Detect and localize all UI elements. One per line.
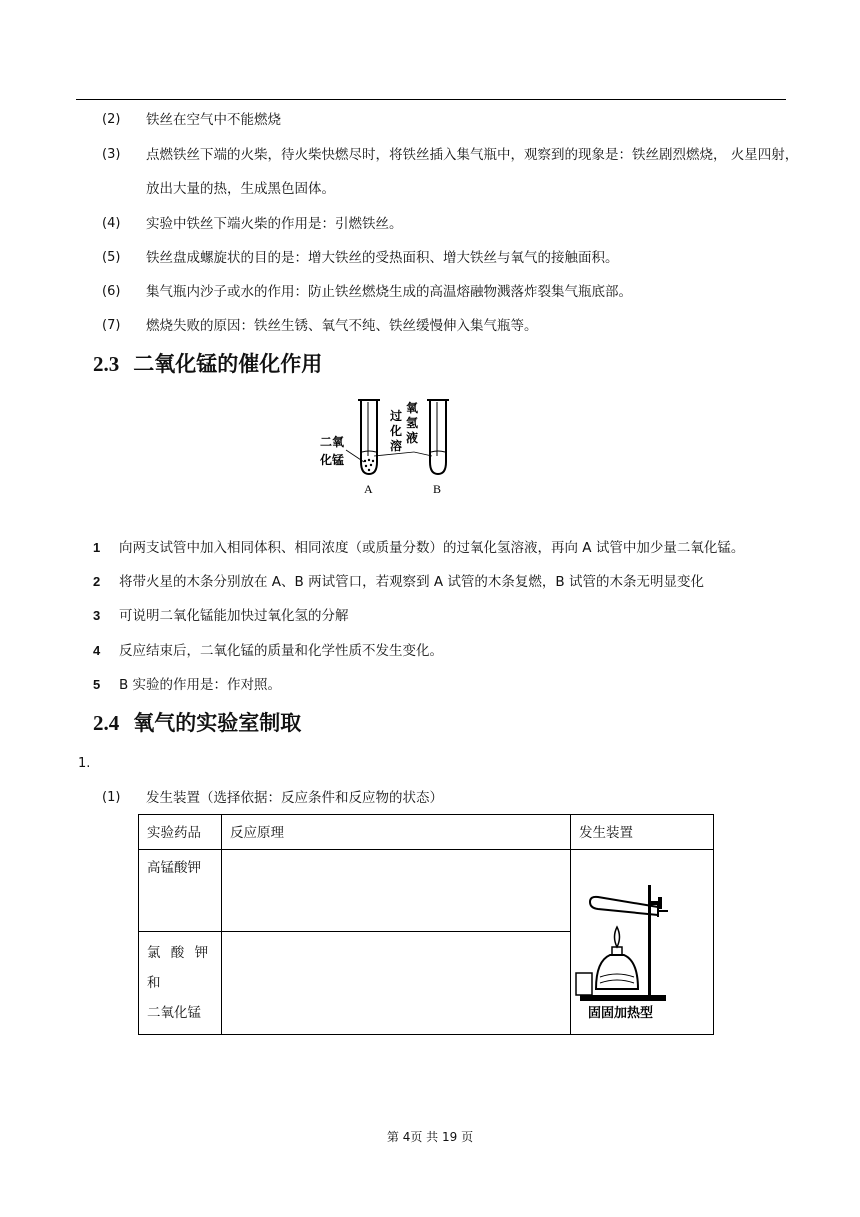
list-item: 铁丝盘成螺旋状的目的是：增大铁丝的受热面积、增大铁丝与氧气的接触面积。	[146, 250, 619, 266]
list-item-continuation: 放出大量的热，生成黑色固体。	[146, 181, 335, 197]
list-item: 反应结束后，二氧化锰的质量和化学性质不发生变化。	[119, 643, 443, 659]
list-item: 实验中铁丝下端火柴的作用是：引燃铁丝。	[146, 216, 403, 232]
label-mno2-2: 化锰	[320, 453, 345, 467]
list-num: (3)	[102, 147, 121, 162]
list-item: 燃烧失败的原因：铁丝生锈、氧气不纯、铁丝缓慢伸入集气瓶等。	[146, 318, 538, 334]
label-h2o2-c2-1: 氧	[406, 401, 419, 415]
alcohol-lamp	[596, 955, 638, 989]
section-title: 氧气的实验室制取	[133, 711, 302, 735]
item-number: 4	[93, 643, 101, 658]
solid-heating-apparatus-icon	[574, 869, 710, 1019]
label-mno2-1: 二氧	[320, 435, 345, 449]
item-number: 5	[93, 677, 101, 692]
list-item: 将带火星的木条分别放在 A、B 两试管口，若观察到 A 试管的木条复燃，B 试管的木条无明显变化	[119, 574, 704, 590]
table-header-cell: 发生装置	[571, 815, 714, 850]
label-h2o2-c2-3: 液	[406, 431, 419, 445]
sub-label: 1.	[78, 756, 91, 771]
table-cell-principle	[222, 850, 571, 932]
test-tube-a	[358, 400, 380, 474]
table-header-cell: 反应原理	[222, 815, 571, 850]
list-item: 集气瓶内沙子或水的作用：防止铁丝燃烧生成的高温熔融物溅落炸裂集气瓶底部。	[146, 284, 632, 300]
item-number: 3	[93, 608, 101, 623]
test-tube	[590, 897, 658, 915]
table-row	[139, 850, 714, 932]
drug-line: 氯 酸 钾 和	[147, 945, 212, 991]
list-item: 发生装置（选择依据：反应条件和反应物的状态）	[146, 790, 443, 806]
list-num: (6)	[102, 284, 121, 299]
list-num: (5)	[102, 250, 121, 265]
list-num: (1)	[102, 790, 121, 805]
list-num: (4)	[102, 216, 121, 231]
list-item: 可说明二氧化锰能加快过氧化氢的分解	[119, 608, 349, 624]
tube-b-label: B	[433, 482, 442, 496]
section-number: 2.4	[93, 711, 120, 735]
page-footer: 第 4页 共 19 页	[386, 1130, 474, 1144]
table-header-row	[139, 815, 714, 850]
label-h2o2-col1	[389, 408, 406, 453]
label-h2o2-col2	[406, 400, 422, 445]
list-item: 铁丝在空气中不能燃烧	[146, 112, 281, 128]
list-item: 向两支试管中加入相同体积、相同浓度（或质量分数）的过氧化氢溶液，再向 A 试管中加少量二氧化锰。	[119, 540, 745, 556]
section-heading	[93, 350, 322, 378]
list-item: B 实验的作用是：作对照。	[119, 677, 282, 693]
table-cell-drug: 高锰酸钾	[139, 850, 222, 932]
tube-a-label: A	[364, 482, 373, 496]
label-h2o2-c1-3: 溶	[390, 439, 403, 453]
header-rule	[76, 99, 786, 100]
item-number: 2	[93, 574, 101, 589]
apparatus-table	[138, 814, 714, 1035]
section-number: 2.3	[93, 352, 120, 376]
table-cell-drug	[139, 932, 222, 1035]
section-heading	[93, 709, 301, 737]
drug-line: 二氧化锰	[147, 1005, 201, 1021]
label-h2o2-c2-2: 氢	[406, 416, 419, 430]
apparatus-caption: 固固加热型	[588, 1006, 654, 1019]
section-title: 二氧化锰的催化作用	[133, 352, 323, 376]
label-h2o2-c1-2: 化	[390, 424, 403, 438]
list-num: (2)	[102, 112, 121, 127]
flame	[615, 927, 620, 947]
table-header-cell: 实验药品	[139, 815, 222, 850]
stand-base	[580, 995, 666, 1001]
test-tubes-figure	[316, 394, 466, 498]
label-h2o2-c1-1: 过	[390, 409, 403, 423]
item-number: 1	[93, 540, 101, 555]
table-cell-principle	[222, 932, 571, 1035]
list-num: (7)	[102, 318, 121, 333]
list-item: 点燃铁丝下端的火柴，待火柴快燃尽时，将铁丝插入集气瓶中，观察到的现象是：铁丝剧烈燃烧， 火星四射，	[146, 147, 799, 163]
test-tube-b	[427, 400, 449, 474]
table-cell-apparatus	[571, 850, 714, 1035]
